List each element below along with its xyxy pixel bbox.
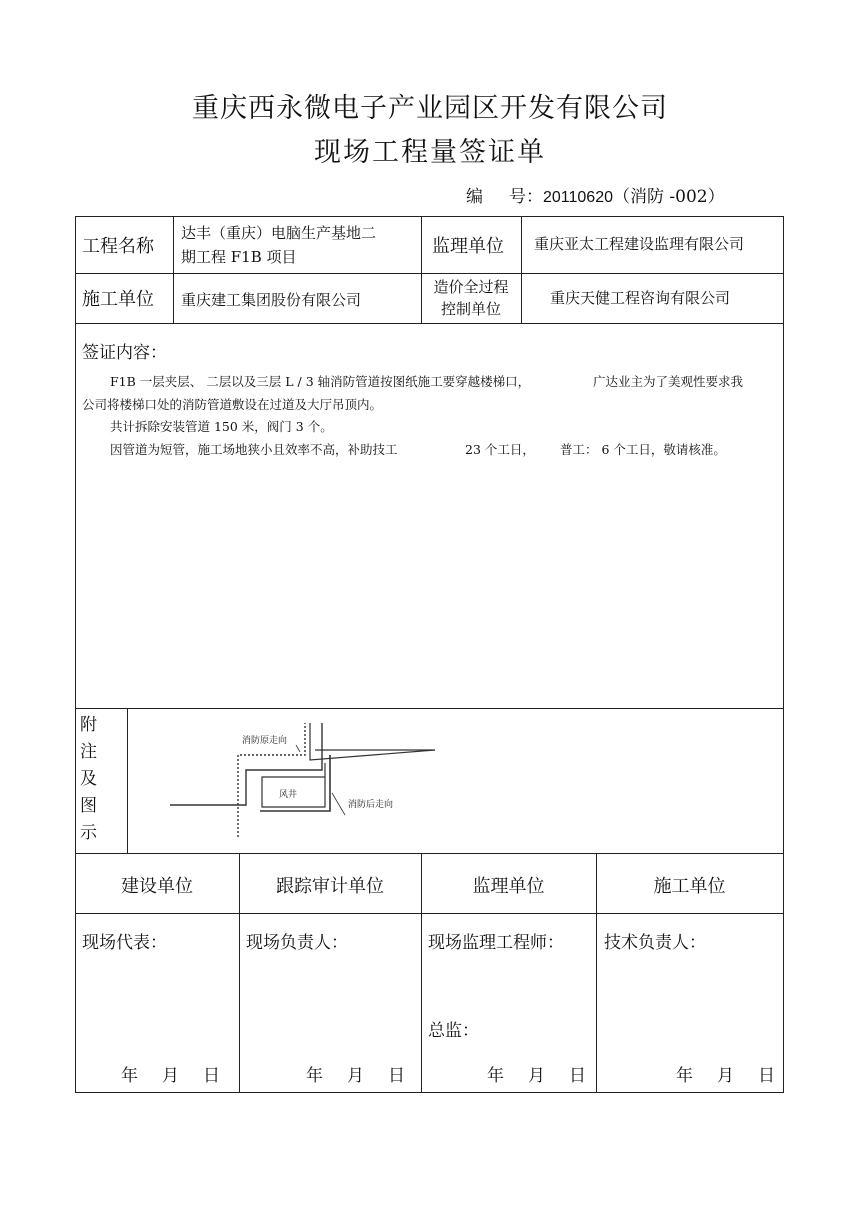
date-year: 年	[487, 1066, 504, 1086]
date-supervision	[487, 1061, 586, 1086]
grid-line	[75, 708, 784, 709]
shaft-wall-outer	[310, 723, 435, 760]
content-paragraph-2: 共计拆除安装管道 150 米，阀门 3 个。	[110, 419, 333, 434]
date-contractor	[676, 1061, 775, 1086]
date-day: 日	[569, 1066, 586, 1086]
label-leader	[296, 745, 300, 752]
content-paragraph-1a: F1B 一层夹层、 二层以及三层 L / 3 轴消防管道按图纸施工要穿越楼梯口，	[110, 374, 531, 389]
date-owner	[121, 1061, 220, 1086]
sig-role-chief: 总监：	[428, 1021, 479, 1041]
project-name-value	[181, 216, 376, 273]
date-month: 月	[717, 1066, 734, 1086]
label-shaft: 风井	[279, 790, 298, 800]
cost-label-line1: 造价全过程	[433, 278, 509, 296]
grid-line	[75, 1092, 784, 1093]
sig-role-audit: 现场负责人：	[246, 933, 348, 953]
sig-header-supervision: 监理单位	[472, 876, 545, 897]
serial-value: 20110620	[543, 189, 613, 206]
date-month: 月	[162, 1066, 179, 1086]
content-paragraph-3a: 因管道为短管，施工场地狭小且效率不高，补助技工	[110, 442, 398, 457]
supervision-label: 监理单位	[432, 235, 504, 257]
shaft-box	[260, 755, 330, 811]
grid-line	[127, 708, 128, 853]
cost-label-line2: 控制单位	[440, 300, 501, 318]
grid-line	[75, 913, 784, 914]
date-year: 年	[306, 1066, 323, 1086]
date-audit	[306, 1061, 405, 1086]
serial-number	[466, 182, 725, 207]
grid-line	[75, 216, 76, 1092]
date-year: 年	[676, 1066, 693, 1086]
attachment-label	[80, 712, 104, 847]
sig-role-contractor: 技术负责人：	[604, 933, 706, 953]
sig-role-owner: 现场代表：	[82, 933, 167, 953]
label-original: 消防原走向	[242, 736, 288, 746]
sig-role-supervision: 现场监理工程师：	[428, 933, 564, 953]
serial-suffix: （消防 -002）	[613, 187, 725, 207]
content-paragraph-1c: 公司将楼梯口处的消防管道敷设在过道及大厅吊顶内。	[82, 397, 383, 412]
project-name-line1: 达丰（重庆）电脑生产基地二	[181, 223, 377, 242]
date-month: 月	[528, 1066, 545, 1086]
grid-line	[75, 853, 784, 854]
attachment-label-char: 图	[80, 796, 97, 816]
project-name-label: 工程名称	[82, 235, 154, 257]
grid-line	[783, 216, 784, 1092]
label-leader	[332, 793, 345, 815]
cost-control-label	[421, 273, 521, 323]
grid-line	[521, 216, 522, 323]
attachment-label-char: 示	[80, 823, 97, 843]
company-title: 重庆西永微电子产业园区开发有限公司	[192, 93, 668, 124]
attachment-label-char: 注	[80, 742, 97, 762]
sig-header-owner: 建设单位	[121, 876, 193, 897]
label-new: 消防后走向	[348, 800, 394, 810]
project-name-line2: 期工程 F1B 项目	[181, 247, 297, 266]
cost-control-value: 重庆天健工程咨询有限公司	[550, 288, 731, 307]
attachment-label-char: 及	[80, 769, 97, 789]
pipe-routing-diagram	[160, 715, 460, 845]
supervision-value: 重庆亚太工程建设监理有限公司	[534, 234, 745, 253]
date-day: 日	[758, 1066, 775, 1086]
content-paragraph-3c: 普工： 6 个工日，敬请核准。	[560, 442, 726, 457]
serial-label-b: 号：	[509, 187, 543, 207]
sig-header-contractor: 施工单位	[653, 876, 726, 897]
content-heading: 签证内容：	[82, 343, 167, 363]
date-day: 日	[203, 1066, 220, 1086]
serial-label-a: 编	[466, 187, 483, 207]
attachment-label-char: 附	[80, 715, 97, 735]
form-title: 现场工程量签证单	[314, 137, 546, 168]
grid-line	[173, 216, 174, 323]
date-month: 月	[347, 1066, 364, 1086]
content-paragraph-3b: 23 个工日，	[465, 442, 535, 457]
date-day: 日	[388, 1066, 405, 1086]
construction-value: 重庆建工集团股份有限公司	[181, 290, 362, 309]
construction-label: 施工单位	[82, 289, 154, 310]
date-year: 年	[121, 1066, 138, 1086]
content-paragraph-1b: 广达业主为了美观性要求我	[593, 374, 744, 389]
sig-header-audit: 跟踪审计单位	[276, 876, 384, 897]
